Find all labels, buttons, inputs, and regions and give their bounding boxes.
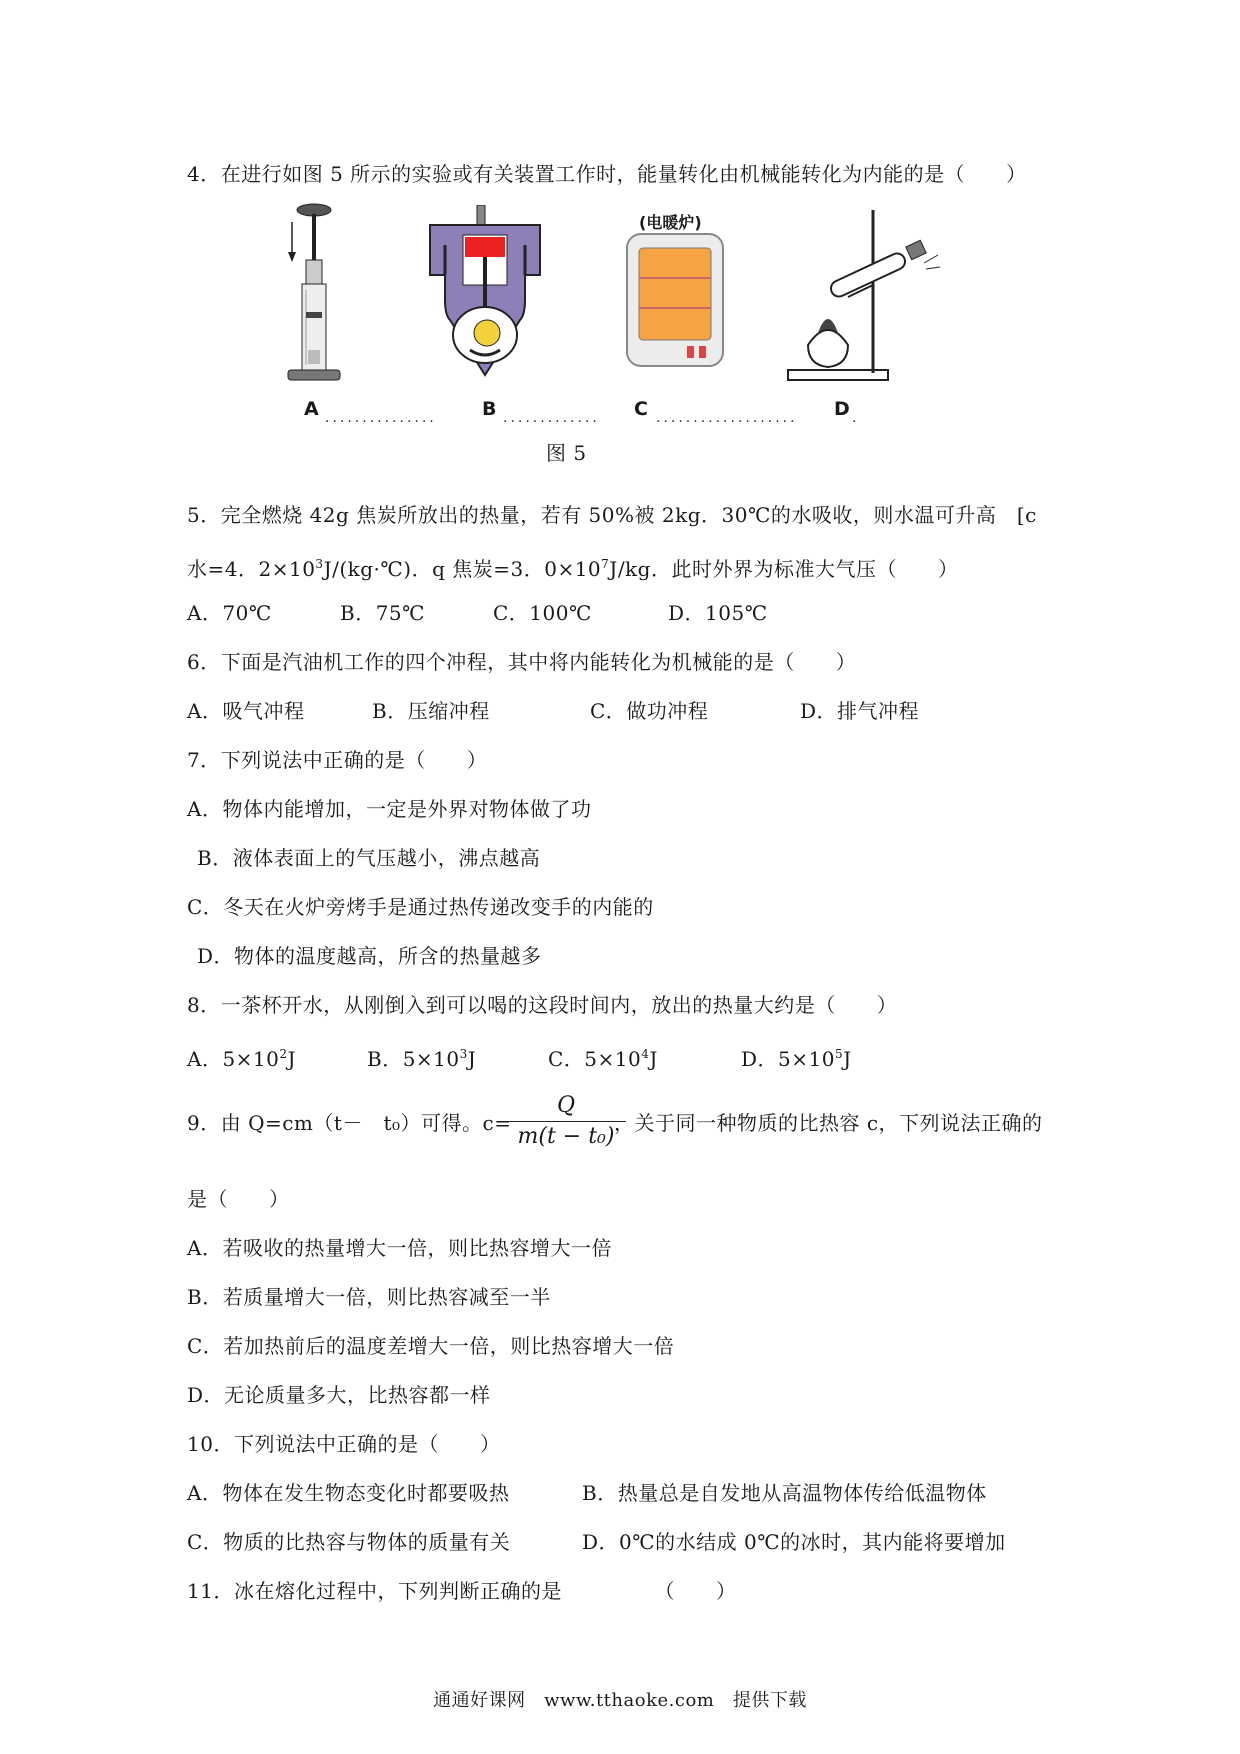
q10-option-d: D．0℃的水结成 0℃的冰时，其内能将要增加 xyxy=(582,1530,1006,1554)
q9-line2: 是（ ） xyxy=(187,1187,290,1211)
q8-option-d: D．$5\times 10^5J$ xyxy=(741,1047,852,1071)
figure-caption: 图 5 xyxy=(546,441,587,465)
figure-b-engine-cylinder xyxy=(425,205,545,385)
q5-option-c: C．100℃ xyxy=(493,601,592,625)
q9-post: ，关于同一种物质的比热容 c，下列说法正确的 xyxy=(614,1111,1043,1135)
dotted-separator: ................... xyxy=(656,410,798,426)
dotted-separator: ............. xyxy=(503,410,600,426)
dotted-separator: ............... xyxy=(325,410,437,426)
q9-option-c: C．若加热前后的温度差增大一倍，则比热容增大一倍 xyxy=(187,1334,675,1358)
fraction-bar xyxy=(506,1121,626,1122)
figure-d-test-tube-stand xyxy=(778,205,948,390)
q5-option-d: D．105℃ xyxy=(668,601,768,625)
q8-option-c: C．$5\times 10^4J$ xyxy=(548,1047,658,1071)
q5-option-b: B．75℃ xyxy=(340,601,426,625)
label-a: A xyxy=(304,398,319,420)
q6-option-d: D．排气冲程 xyxy=(800,699,920,723)
q7-option-a: A．物体内能增加，一定是外界对物体做了功 xyxy=(187,797,592,821)
q9-numerator: Q xyxy=(556,1093,576,1118)
q6-option-b: B．压缩冲程 xyxy=(372,699,490,723)
page-footer: 通通好课网 www.tthaoke.com 提供下载 xyxy=(433,1690,807,1711)
q9-denominator: m(t − t₀) xyxy=(517,1124,615,1149)
q5-option-a: A．70℃ xyxy=(187,601,272,625)
dotted-separator: . xyxy=(852,410,860,426)
q10-option-c: C．物质的比热容与物体的质量有关 xyxy=(187,1530,511,1554)
q9-option-d: D．无论质量多大，比热容都一样 xyxy=(187,1383,491,1407)
q9-option-b: B．若质量增大一倍，则比热容减至一半 xyxy=(187,1285,551,1309)
q9-option-a: A．若吸收的热量增大一倍，则比热容增大一倍 xyxy=(187,1236,612,1260)
q8-option-a: A．$5\times 10^2J$ xyxy=(187,1047,297,1071)
q6-text: 6．下面是汽油机工作的四个冲程，其中将内能转化为机械能的是（ ） xyxy=(187,650,857,674)
figure-a-fire-syringe xyxy=(282,200,342,390)
q7-option-c: C．冬天在火炉旁烤手是通过热传递改变手的内能的 xyxy=(187,895,654,919)
label-d: D xyxy=(834,398,850,420)
q8-option-b: B．$5\times 10^3J$ xyxy=(367,1047,477,1071)
q10-option-b: B．热量总是自发地从高温物体传给低温物体 xyxy=(582,1481,987,1505)
q8-text: 8．一茶杯开水，从刚倒入到可以喝的这段时间内，放出的热量大约是（ ） xyxy=(187,993,898,1017)
label-b: B xyxy=(482,398,497,420)
q7-option-d: D．物体的温度越高，所含的热量越多 xyxy=(197,944,542,968)
q6-option-a: A．吸气冲程 xyxy=(187,699,305,723)
q9-fraction xyxy=(506,1093,626,1150)
q4-text: 4．在进行如图 5 所示的实验或有关装置工作时，能量转化由机械能转化为内能的是（ ） xyxy=(187,162,1027,186)
q7-option-b: B．液体表面上的气压越小，沸点越高 xyxy=(197,846,541,870)
label-c: C xyxy=(634,398,648,420)
q9-pre: 9．由 Q=cm（t－ t₀）可得。c= xyxy=(187,1111,512,1135)
q6-option-c: C．做功冲程 xyxy=(590,699,709,723)
figure-c-electric-heater xyxy=(625,232,725,372)
q7-text: 7．下列说法中正确的是（ ） xyxy=(187,748,488,772)
q5-line1: 5．完全燃烧 42g 焦炭所放出的热量，若有 50%被 2kg．30℃的水吸收，则水温可升高 [c xyxy=(187,503,1037,527)
q11-text: 11．冰在熔化过程中，下列判断正确的是 （ ） xyxy=(187,1579,737,1603)
heater-label: (电暖炉) xyxy=(639,213,702,232)
q5-line2: 水=4．$2\times 10^3J/(kg\cdot℃)$．q 焦炭=3．$0\times 10^7J/kg$．此时外界为标准大气压（ ） xyxy=(187,557,959,581)
q10-option-a: A．物体在发生物态变化时都要吸热 xyxy=(187,1481,510,1505)
q10-text: 10．下列说法中正确的是（ ） xyxy=(187,1432,501,1456)
